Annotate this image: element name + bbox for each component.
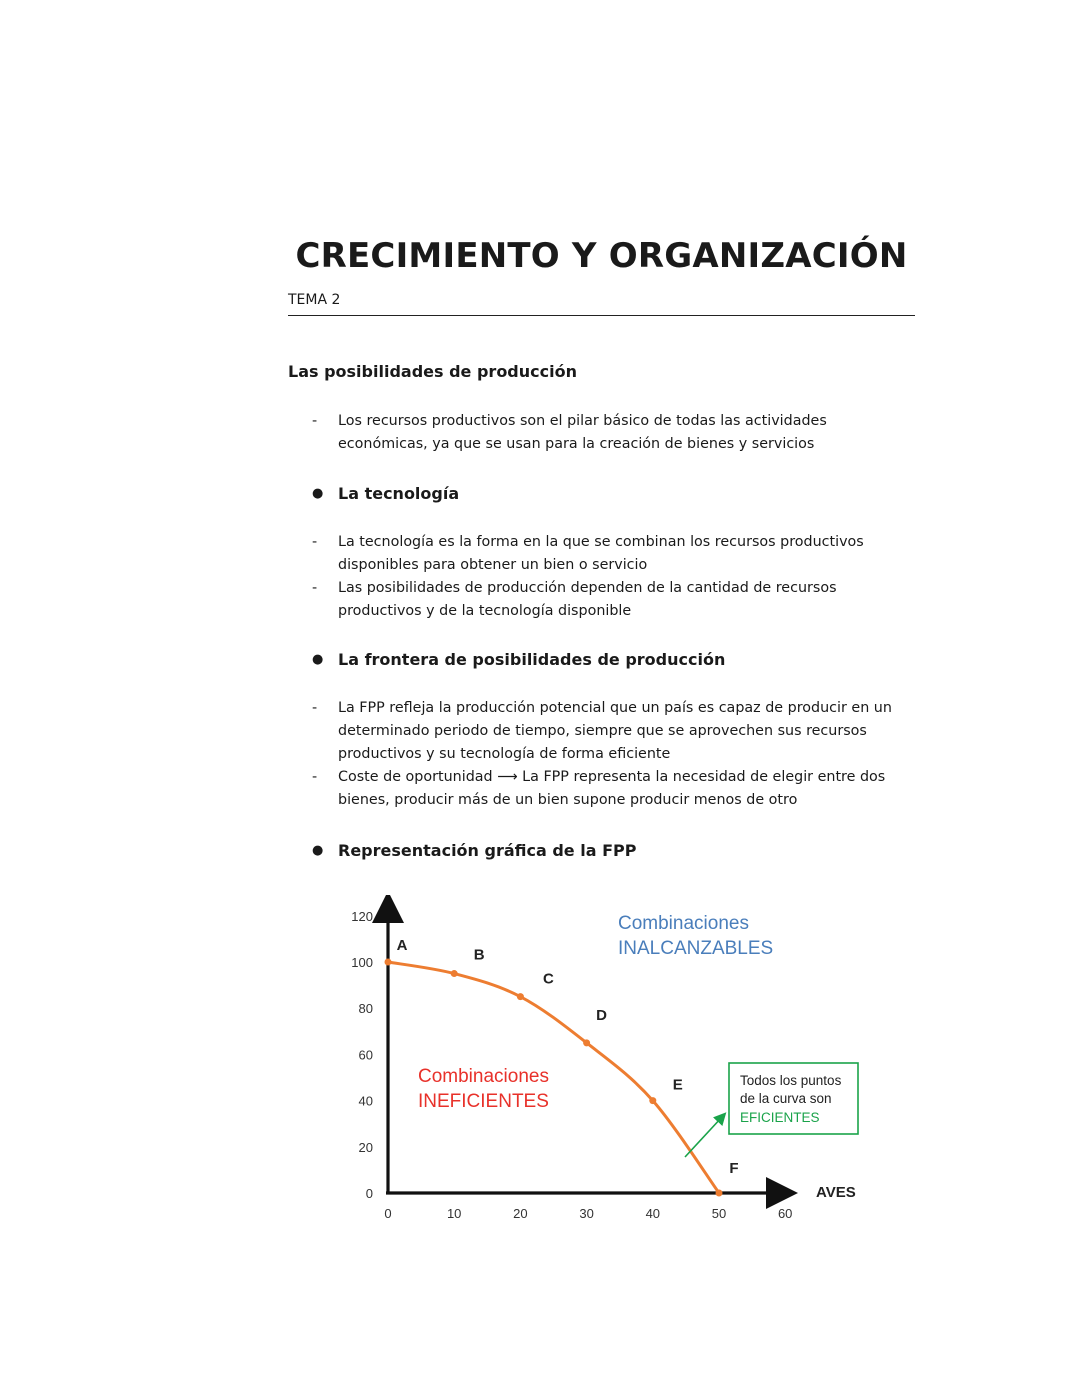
subheading-frontier: La frontera de posibilidades de producción bbox=[338, 650, 726, 669]
y-tick-label: 0 bbox=[365, 1186, 373, 1201]
y-tick-label: 80 bbox=[358, 1001, 373, 1017]
efficient-box-line1: Todos los puntos bbox=[740, 1073, 842, 1088]
point-f bbox=[716, 1190, 723, 1197]
page-title: CRECIMIENTO Y ORGANIZACIÓN bbox=[295, 236, 908, 276]
dash-marker: - bbox=[312, 700, 318, 716]
efficient-box-line2: de la curva son bbox=[740, 1091, 832, 1106]
subheading-technology: La tecnología bbox=[338, 484, 460, 503]
point-label-a: A bbox=[396, 937, 408, 954]
point-label-e: E bbox=[672, 1076, 683, 1094]
x-tick-label: 60 bbox=[777, 1206, 793, 1221]
x-tick-label: 20 bbox=[513, 1206, 528, 1221]
point-e bbox=[649, 1097, 656, 1104]
technology-item: Las posibilidades de producción dependen de la cantidad de recursos productivos y de la tecnología disponible bbox=[338, 580, 837, 619]
point-a bbox=[385, 959, 392, 966]
subheading-graph: Representación gráfica de la FPP bbox=[338, 841, 637, 860]
y-tick-label: 20 bbox=[358, 1139, 373, 1155]
point-label-f: F bbox=[729, 1160, 739, 1177]
point-c bbox=[517, 993, 524, 1000]
dash-marker: - bbox=[312, 534, 318, 550]
x-tick-label: 0 bbox=[384, 1206, 392, 1221]
inefficient-label-line2: INEFICIENTES bbox=[418, 1091, 549, 1112]
point-label-c: C bbox=[542, 970, 554, 988]
technology-item: La tecnología es la forma en la que se combinan los recursos productivos disponibles para obtener un bien o servicio bbox=[338, 534, 864, 573]
point-b bbox=[451, 970, 458, 977]
x-tick-label: 50 bbox=[711, 1206, 727, 1221]
x-tick-label: 10 bbox=[446, 1206, 462, 1221]
intro-item: Los recursos productivos son el pilar básico de todas las actividades económicas, ya que se usan para la creación de bienes y servicios bbox=[338, 413, 827, 452]
dash-marker: - bbox=[312, 769, 318, 785]
dash-marker: - bbox=[312, 580, 318, 596]
x-axis-label: AVES bbox=[816, 1184, 856, 1201]
y-tick-label: 100 bbox=[351, 955, 373, 970]
point-label-b: B bbox=[473, 946, 485, 964]
x-tick-label: 30 bbox=[579, 1206, 594, 1221]
point-label-d: D bbox=[596, 1006, 608, 1024]
bullet-icon: ● bbox=[312, 652, 324, 667]
bullet-icon: ● bbox=[312, 486, 324, 501]
efficient-box-line3: EFICIENTES bbox=[740, 1110, 820, 1125]
page-subtitle: TEMA 2 bbox=[288, 292, 341, 308]
frontier-item: La FPP refleja la producción potencial que un país es capaz de producir en un determinado periodo de tiempo, siempre que se aprovechen sus recursos productivos y su tecnología de forma eficiente bbox=[338, 700, 892, 762]
bullet-icon: ● bbox=[312, 843, 324, 858]
y-tick-label: 60 bbox=[358, 1047, 373, 1063]
unreachable-label-line2: INALCANZABLES bbox=[618, 938, 774, 959]
point-d bbox=[583, 1039, 590, 1046]
frontier-item: Coste de oportunidad ⟶ La FPP representa la necesidad de elegir entre dos bienes, producir más de un bien supone producir menos de otro bbox=[338, 769, 886, 808]
y-tick-label: 40 bbox=[358, 1093, 373, 1109]
title-divider bbox=[288, 315, 915, 316]
fpp-chart bbox=[330, 895, 890, 1235]
section-heading: Las posibilidades de producción bbox=[288, 362, 577, 381]
inefficient-label-line1: Combinaciones bbox=[418, 1066, 549, 1087]
unreachable-label-line1: Combinaciones bbox=[618, 913, 749, 934]
dash-marker: - bbox=[312, 413, 318, 429]
efficient-arrow bbox=[685, 1117, 722, 1157]
y-tick-label: 120 bbox=[351, 908, 373, 924]
x-tick-label: 40 bbox=[645, 1206, 661, 1221]
